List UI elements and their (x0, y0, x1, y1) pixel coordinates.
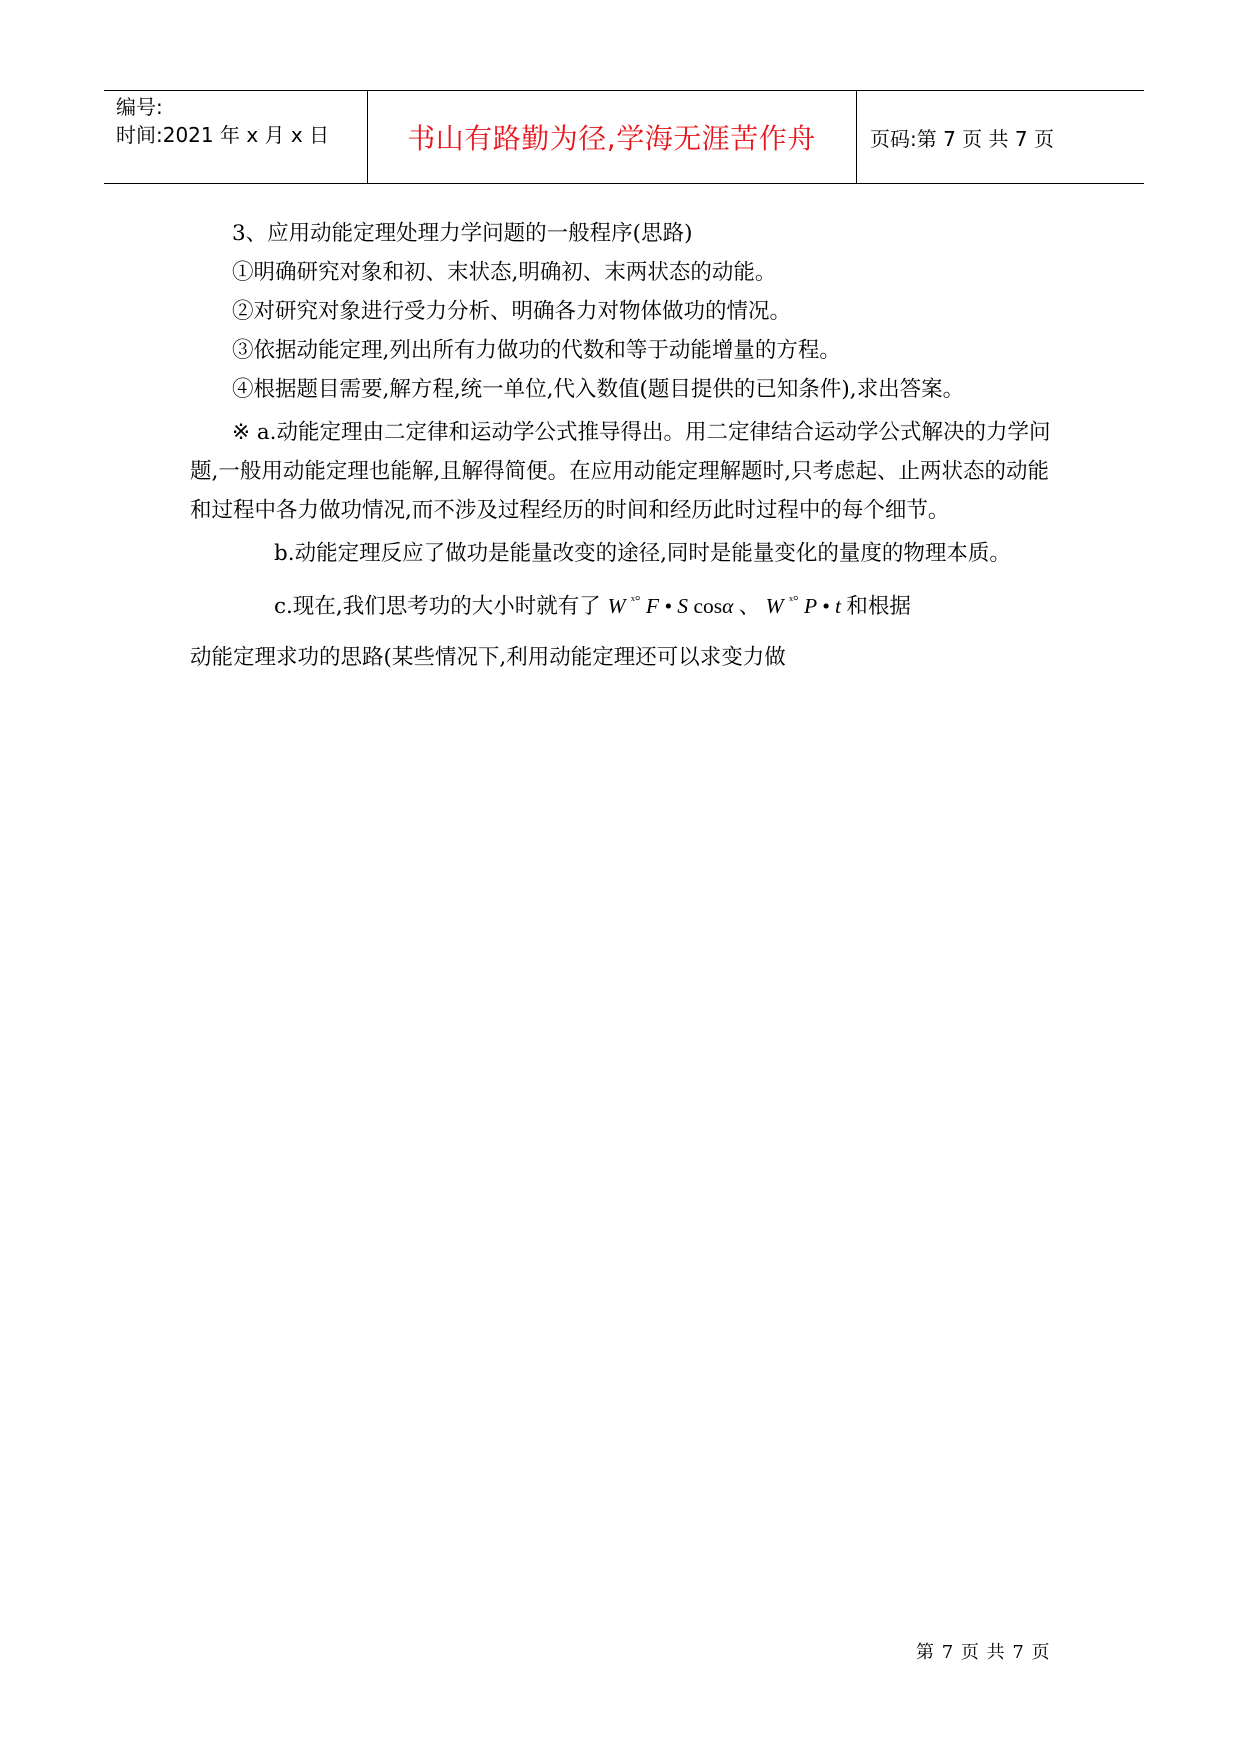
doc-date: 时间:2021 年 x 月 x 日 (116, 123, 330, 147)
formula-work-power (760, 594, 846, 618)
formula-function: cos (693, 594, 723, 618)
doc-number-label: 编号: (116, 95, 163, 119)
formula-separator: 、 (738, 594, 761, 619)
formula-relation: ˣ° (788, 594, 799, 609)
formula-term: F • S (645, 594, 689, 618)
step-4: ④根据题目需要,解方程,统一单位,代入数值(题目提供的已知条件),求出答案。 (232, 377, 965, 402)
page-footer: 第 7 页 共 7 页 (916, 1642, 1051, 1663)
formula-work-force (608, 594, 739, 618)
formula-symbol: W (765, 594, 784, 618)
note-c-continued: 动能定理求功的思路(某些情况下,利用动能定理还可以求变力做 (190, 645, 786, 670)
formula-symbol: W (607, 594, 626, 618)
note-c (190, 579, 1060, 630)
formula-term: P • t (804, 594, 841, 618)
step-2: ②对研究对象进行受力分析、明确各力对物体做功的情况。 (232, 299, 792, 324)
formula-relation: ˣ° (630, 594, 641, 609)
formula-angle: α (722, 594, 734, 618)
header-page-info: 页码:第 7 页 共 7 页 (870, 126, 1054, 151)
step-3: ③依据动能定理,列出所有力做功的代数和等于动能增量的方程。 (232, 338, 841, 363)
section-heading: 3、应用动能定理处理力学问题的一般程序(思路) (232, 221, 693, 246)
header-motto: 书山有路勤为径,学海无涯苦作舟 (407, 122, 816, 155)
header-table (104, 90, 1144, 184)
header-divider (856, 91, 857, 183)
note-c-suffix: 和根据 (846, 594, 911, 619)
note-a: ※ a.动能定理由二定律和运动学公式推导得出。用二定律结合运动学公式解决的力学问题,一般用动能定理也能解,且解得简便。在应用动能定理解题时,只考虑起、止两状态的动能和过程中各力做功情况,而不涉及过程经历的时间和经历此时过程中的每个细节。 (190, 420, 1051, 523)
note-b: b.动能定理反应了做功是能量改变的途径,同时是能量变化的量度的物理本质。 (274, 541, 1011, 566)
note-c-prefix: c.现在,我们思考功的大小时就有了 (274, 594, 601, 619)
document-body (190, 214, 1060, 677)
step-1: ①明确研究对象和初、末状态,明确初、末两状态的动能。 (232, 260, 777, 285)
header-left-cell (116, 93, 329, 149)
